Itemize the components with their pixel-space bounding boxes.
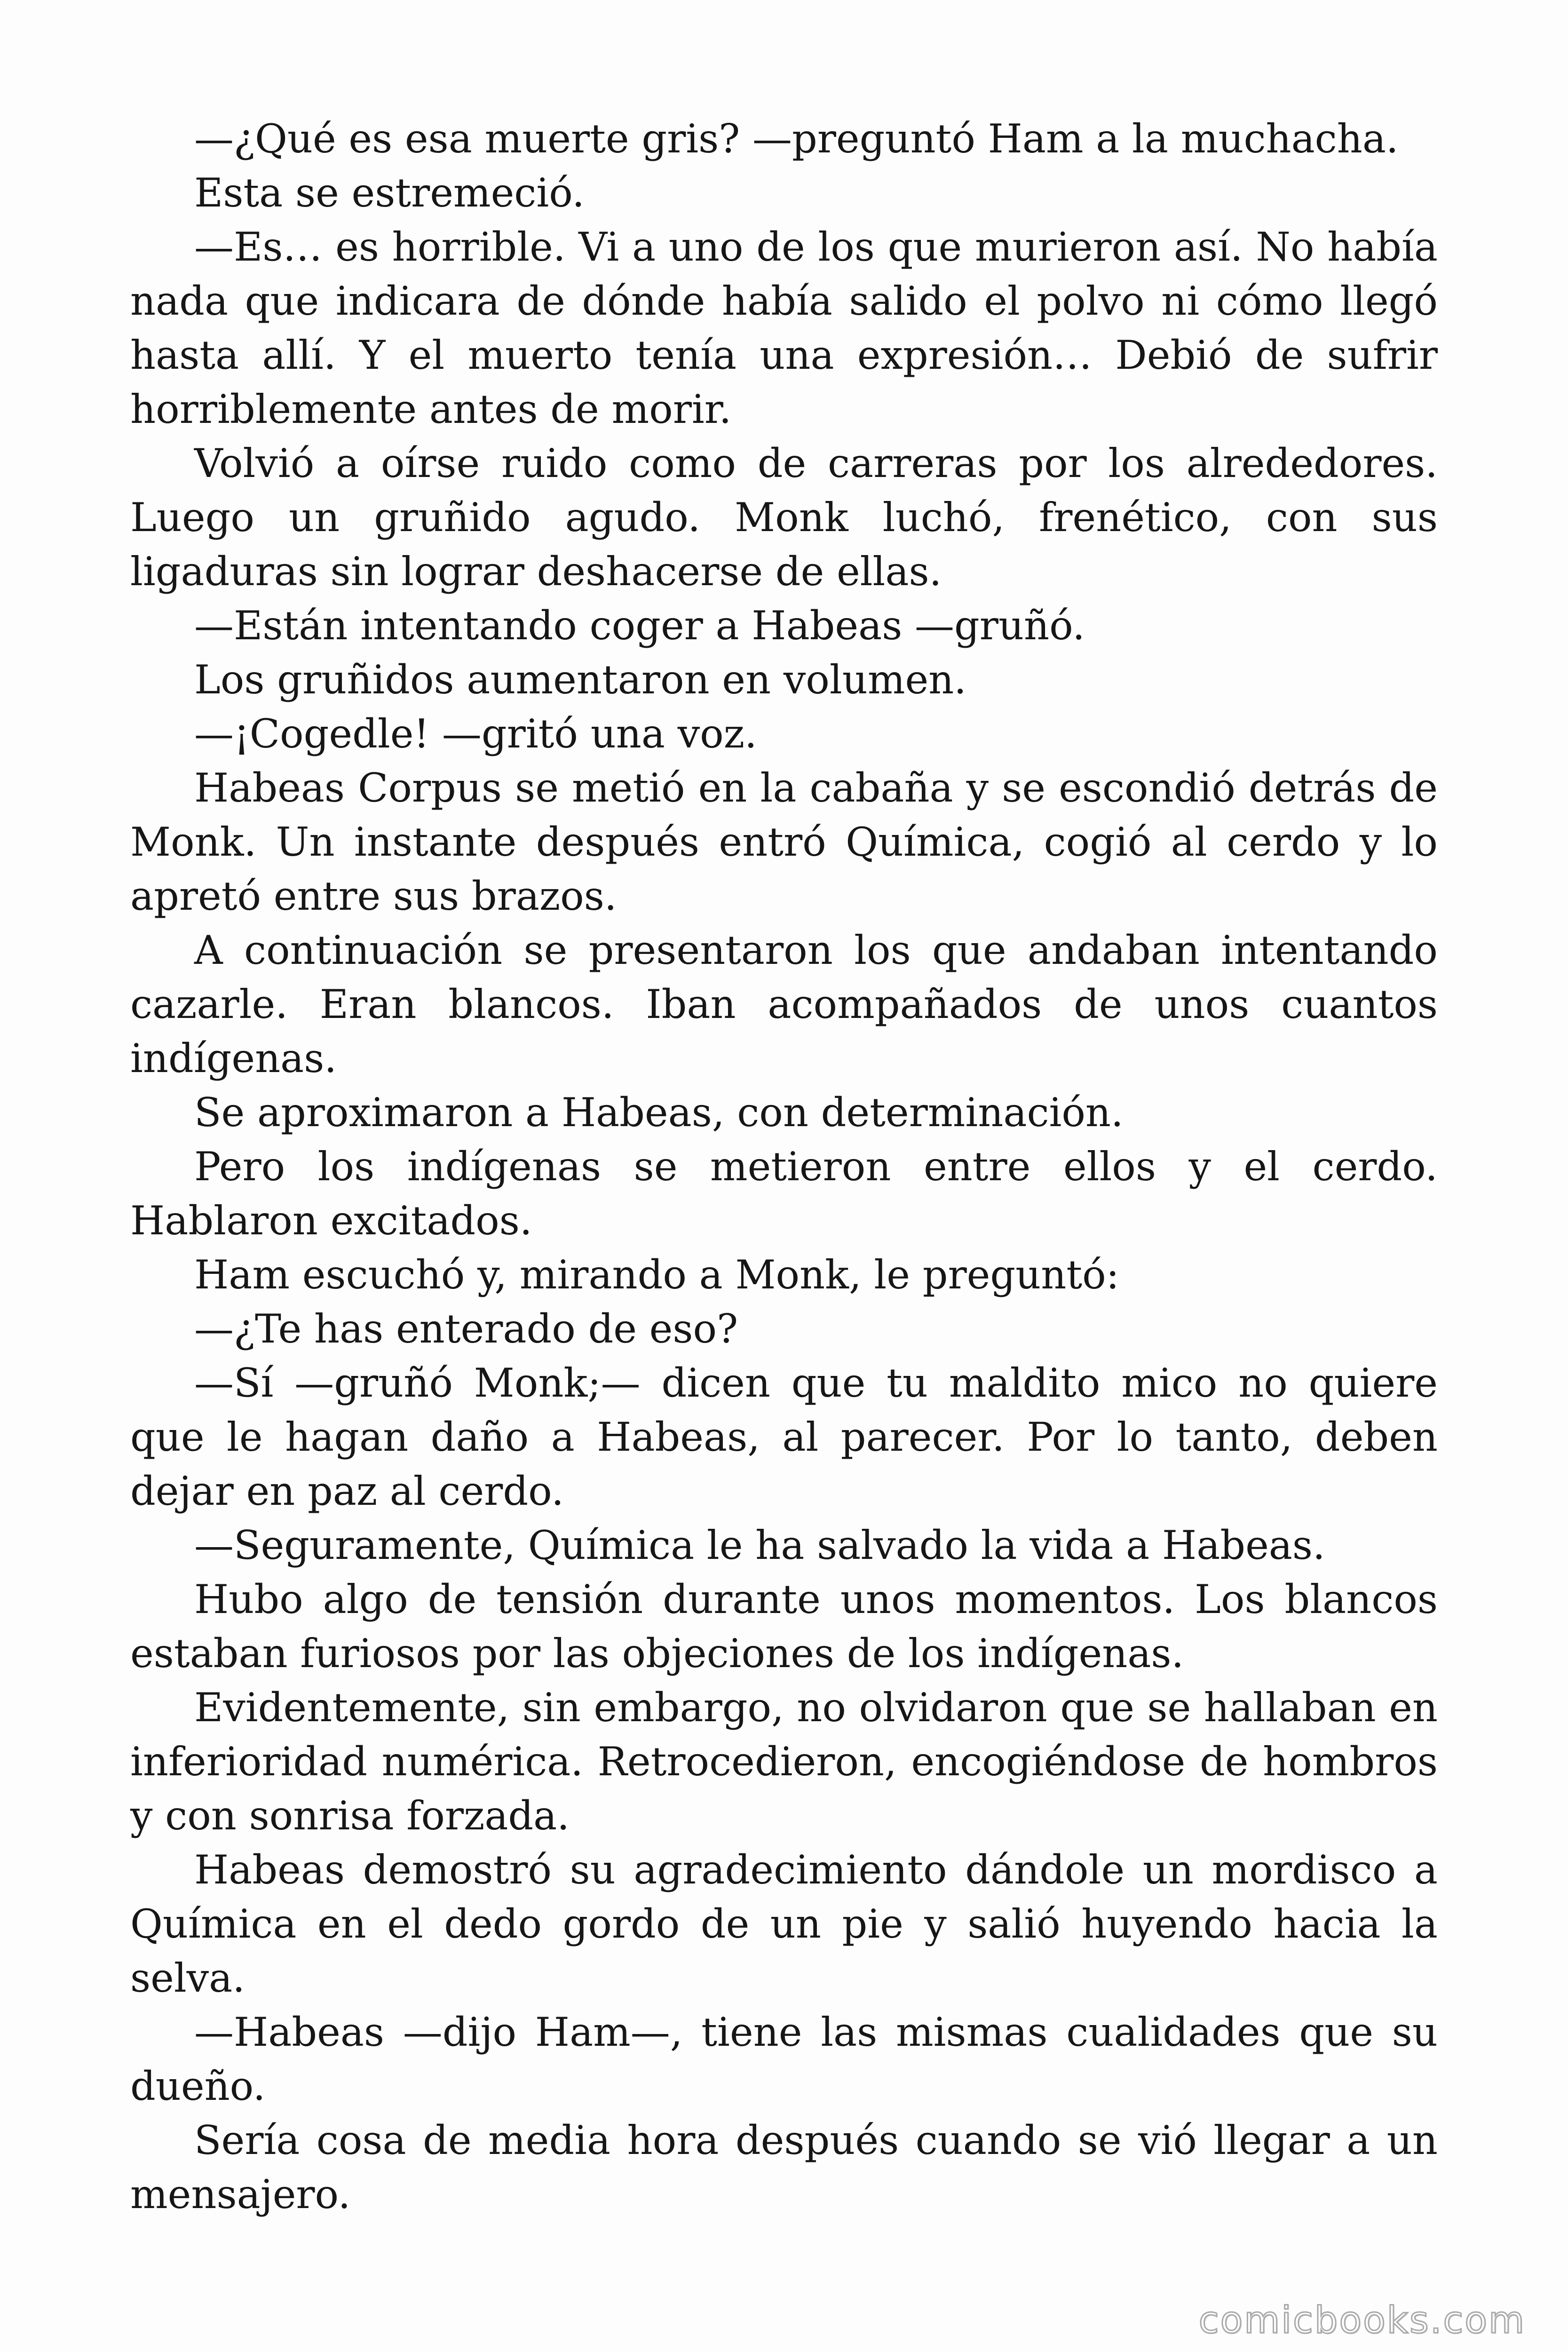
paragraph: —¡Cogedle! —gritó una voz. <box>194 711 757 757</box>
paragraph: —¿Qué es esa muerte gris? —preguntó Ham a la muchacha. <box>194 116 1399 162</box>
paragraph: —¿Te has enterado de eso? <box>194 1306 738 1352</box>
paragraph: A continuación se presentaron los que andaban intentando cazarle. Eran blancos. Iban acompañados de unos cuantos indígenas. <box>130 927 1438 1081</box>
paragraph: —Seguramente, Química le ha salvado la vida a Habeas. <box>194 1522 1325 1568</box>
paragraph: Hubo algo de tensión durante unos momentos. Los blancos estaban furiosos por las objeciones de los indígenas. <box>130 1576 1438 1677</box>
paragraph: Pero los indígenas se metieron entre ellos y el cerdo. Hablaron excitados. <box>130 1144 1438 1244</box>
paragraph: Los gruñidos aumentaron en volumen. <box>194 657 966 703</box>
paragraph: Se aproximaron a Habeas, con determinación. <box>194 1089 1124 1136</box>
paragraph: Volvió a oírse ruido como de carreras por los alrededores. Luego un gruñido agudo. Monk luchó, frenético, con sus ligaduras sin lograr deshacerse de ellas. <box>130 440 1438 595</box>
paragraph: Sería cosa de media hora después cuando se vió llegar a un mensajero. <box>130 2117 1438 2217</box>
paragraph: Ham escuchó y, mirando a Monk, le preguntó: <box>194 1252 1119 1298</box>
paragraph: —Sí —gruñó Monk;— dicen que tu maldito mico no quiere que le hagan daño a Habeas, al parecer. Por lo tanto, deben dejar en paz al cerdo. <box>130 1360 1438 1514</box>
body-text <box>130 112 1438 2222</box>
paragraph: —Están intentando coger a Habeas —gruñó. <box>194 603 1085 649</box>
paragraph: —Habeas —dijo Ham—, tiene las mismas cualidades que su dueño. <box>130 2009 1438 2109</box>
paragraph: Esta se estremeció. <box>194 170 585 216</box>
paragraph: Habeas demostró su agradecimiento dándole un mordisco a Química en el dedo gordo de un pie y salió huyendo hacia la selva. <box>130 1847 1438 2001</box>
paragraph: —Es… es horrible. Vi a uno de los que murieron así. No había nada que indicara de dónde había salido el polvo ni cómo llegó hasta allí. Y el muerto tenía una expresión… Debió de sufrir horriblemente antes de morir. <box>130 224 1438 432</box>
paragraph: Habeas Corpus se metió en la cabaña y se escondió detrás de Monk. Un instante después entró Química, cogió al cerdo y lo apretó entre sus brazos. <box>130 765 1438 919</box>
paragraph: Evidentemente, sin embargo, no olvidaron que se hallaban en inferioridad numérica. Retrocedieron, encogiéndose de hombros y con sonrisa forzada. <box>130 1685 1438 1839</box>
site-watermark: comicbooks.com <box>1198 2299 1526 2342</box>
